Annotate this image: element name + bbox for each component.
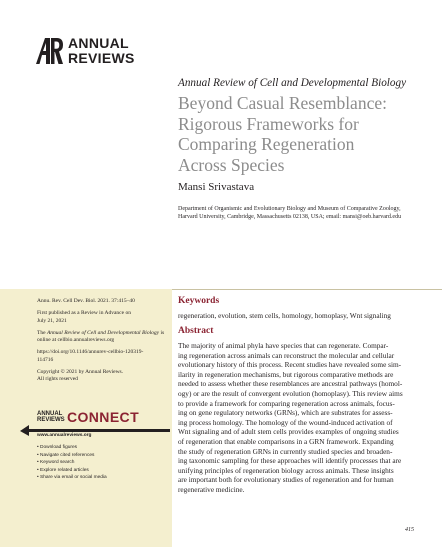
affiliation-line: Harvard University, Cambridge, Massachusetts 02138, USA; email: mansi@oeb.harvard.edu bbox=[178, 214, 402, 220]
author-affiliation bbox=[178, 205, 433, 221]
title-line: Comparing Regeneration bbox=[178, 134, 355, 154]
copyright: Copyright © 2021 by Annual Reviews. All rights reserved bbox=[37, 369, 124, 383]
keywords-list: regeneration, evolution, stem cells, homology, homoplasy, Wnt signaling bbox=[178, 311, 391, 320]
abstract-line: The majority of animal phyla have species that can regenerate. Compar- bbox=[178, 341, 389, 350]
annual-reviews-logo-icon bbox=[34, 36, 64, 66]
keywords-heading: Keywords bbox=[178, 296, 220, 306]
first-published: First published as a Review in Advance on July 21, 2021 bbox=[37, 310, 131, 324]
connect-item: • Share via email or social media bbox=[37, 474, 107, 482]
abstract-line: ogy) or are the result of convergent evolution (homoplasy). This review aims bbox=[178, 388, 403, 398]
abstract-line: unifying principles of regeneration biology across animals. These insights bbox=[178, 465, 394, 475]
abstract-line: ing process homology. The homology of the wound-induced activation of bbox=[178, 417, 393, 427]
title-line: Across Species bbox=[178, 154, 285, 175]
section-divider bbox=[172, 289, 442, 290]
online-note: The Annual Review of Cell and Developmental Biology is online at cellbio.annualreviews.org bbox=[37, 329, 165, 344]
journal-name: Annual Review of Cell and Developmental Biology bbox=[178, 77, 407, 89]
connect-title: CONNECT bbox=[67, 409, 140, 425]
publisher-name-line2: REVIEWS bbox=[68, 50, 135, 66]
publisher-wordmark bbox=[68, 36, 135, 66]
abstract-line: of regeneration that enable comparisons in a GRN framework. Expanding bbox=[178, 436, 394, 446]
article-title bbox=[178, 93, 428, 175]
page-number: 415 bbox=[405, 527, 414, 533]
publisher-logo bbox=[34, 36, 154, 66]
connect-annual-label: ANNUAL REVIEWS bbox=[37, 411, 65, 423]
abstract-heading: Abstract bbox=[178, 326, 214, 336]
author-name: Mansi Srivastava bbox=[178, 181, 255, 193]
doi-link[interactable]: https://doi.org/10.1146/annurev-cellbio-120319- 114716 bbox=[37, 349, 144, 363]
connect-item: • Download figures bbox=[37, 444, 107, 452]
abstract-line: regenerative medicine. bbox=[178, 484, 245, 494]
abstract-line: ilarity in regeneration mechanisms, but rigorous comparative methods are bbox=[178, 369, 394, 379]
abstract-line: the study of regeneration GRNs in currently studied species and broaden- bbox=[178, 446, 393, 456]
connect-item: • Keyword search bbox=[37, 459, 107, 467]
connect-feature-list bbox=[37, 444, 107, 482]
abstract-body bbox=[178, 341, 436, 495]
title-line: Rigorous Frameworks for bbox=[178, 113, 359, 134]
abstract-line: ing taxonomic sampling for these approaches will identify processes that are bbox=[178, 456, 402, 466]
connect-item: • Navigate cited references bbox=[37, 452, 107, 460]
connect-url[interactable]: www.annualreviews.org bbox=[37, 433, 92, 438]
abstract-line: evolutionary history of this process. Recent studies have revealed some sim- bbox=[178, 360, 402, 370]
abstract-line: ing on gene regulatory networks (GRNs), which are substrates for assess- bbox=[178, 408, 393, 418]
connect-box[interactable] bbox=[20, 411, 170, 511]
citation-info bbox=[37, 298, 169, 389]
abstract-line: to provide a framework for comparing regeneration across animals, focus- bbox=[178, 398, 395, 408]
connect-item: • Explore related articles bbox=[37, 467, 107, 475]
title-line: Beyond Casual Resemblance: bbox=[178, 93, 387, 113]
publisher-name-line1: ANNUAL bbox=[68, 35, 129, 51]
abstract-line: Wnt signaling and of adult stem cells provides examples of ongoing studies bbox=[178, 427, 399, 437]
abstract-line: needed to assess whether these resemblances are ancestral pathways (homol- bbox=[178, 379, 403, 389]
abstract-line: ing regeneration across animals can reconstruct the molecular and cellular bbox=[178, 350, 395, 360]
abstract-line: are important both for evolutionary studies of regeneration and for human bbox=[178, 475, 394, 485]
affiliation-line: Department of Organismic and Evolutionary Biology and Museum of Comparative Zoology, bbox=[178, 206, 401, 212]
citation-reference: Annu. Rev. Cell Dev. Biol. 2021. 37:415–40 bbox=[37, 298, 135, 304]
